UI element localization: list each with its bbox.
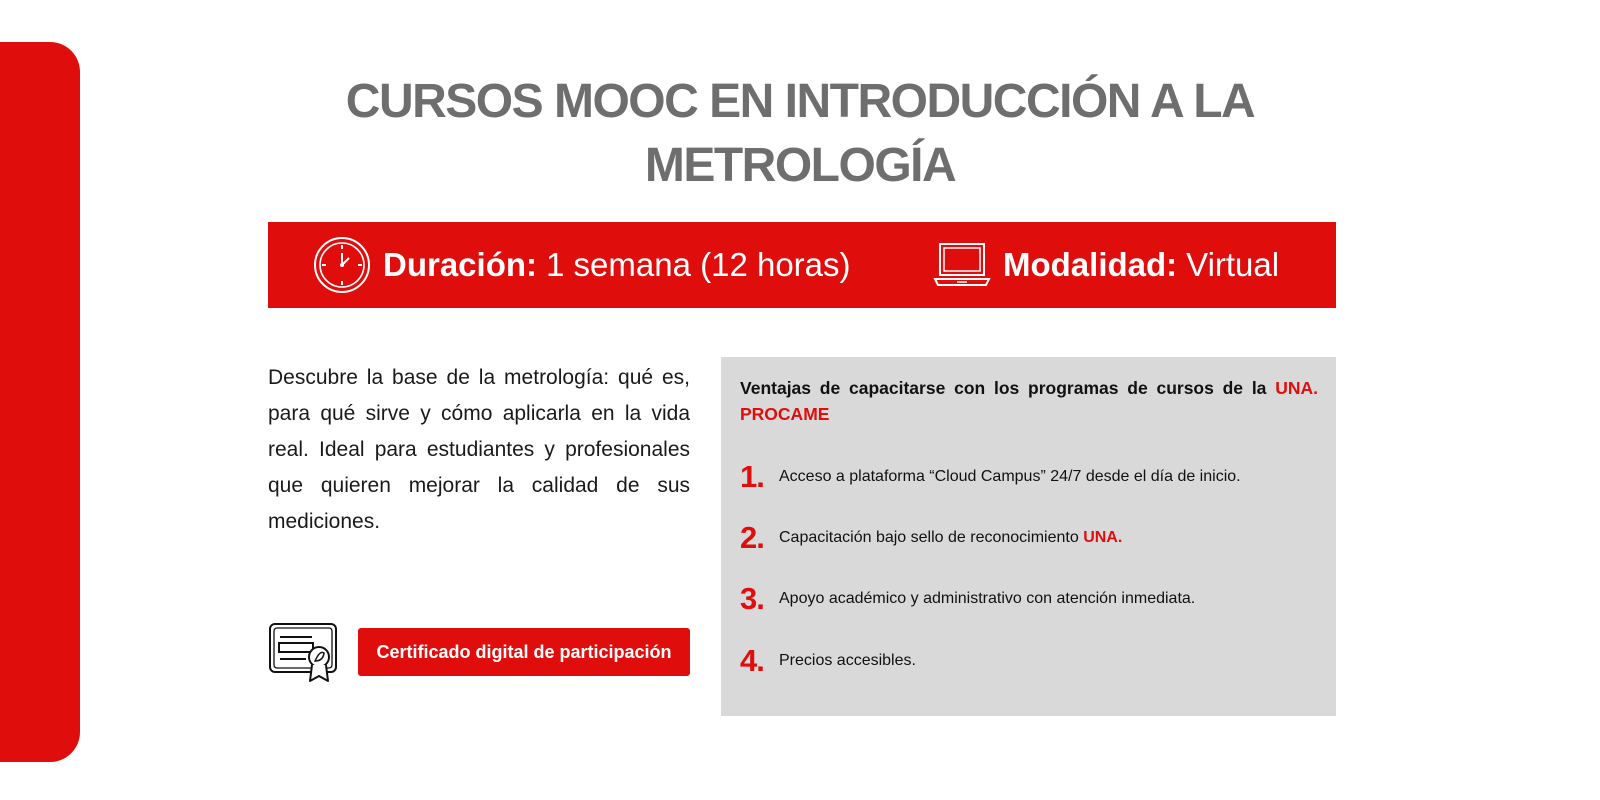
benefit-item bbox=[740, 518, 1122, 558]
benefit-text bbox=[779, 468, 1241, 486]
duration-info bbox=[313, 222, 851, 308]
course-info-band bbox=[268, 222, 1336, 308]
benefit-number: 4. bbox=[740, 643, 764, 678]
side-accent-bar bbox=[0, 42, 80, 762]
benefit-text-main: Apoyo académico y administrativo con atención inmediata. bbox=[779, 590, 1196, 607]
benefit-text-main: Capacitación bajo sello de reconocimiento bbox=[779, 529, 1079, 546]
modality-info bbox=[933, 222, 1279, 308]
title-line-1: CURSOS MOOC EN INTRODUCCIÓN A LA bbox=[345, 75, 1255, 128]
title-line-2: METROLOGÍA bbox=[644, 139, 956, 192]
benefit-number: 3. bbox=[740, 581, 764, 616]
benefit-item bbox=[740, 457, 1241, 497]
benefit-item bbox=[740, 579, 1195, 619]
benefit-number: 2. bbox=[740, 520, 764, 555]
benefit-text-main: Precios accesibles. bbox=[779, 652, 916, 669]
clock-icon bbox=[313, 236, 371, 294]
benefit-number: 1. bbox=[740, 459, 764, 494]
page-title bbox=[300, 70, 1300, 198]
benefits-heading-text: Ventajas de capacitarse con los programas de cursos de la bbox=[740, 378, 1267, 398]
benefit-text bbox=[779, 529, 1122, 547]
benefits-heading-highlight: UNA. PROCAME bbox=[740, 378, 1318, 424]
laptop-icon bbox=[933, 242, 991, 288]
duration-value: 1 semana (12 horas) bbox=[546, 246, 851, 283]
benefits-heading bbox=[740, 375, 1318, 427]
modality-value: Virtual bbox=[1186, 246, 1280, 283]
benefit-text-main: Acceso a plataforma “Cloud Campus” 24/7 desde el día de inicio. bbox=[779, 468, 1241, 485]
modality-label: Modalidad: bbox=[1003, 246, 1178, 283]
benefit-item bbox=[740, 641, 916, 681]
benefit-text-highlight: UNA. bbox=[1083, 529, 1123, 546]
certificate-icon bbox=[268, 622, 338, 684]
benefit-text bbox=[779, 652, 916, 670]
course-description: Descubre la base de la metrología: qué es, para qué sirve y cómo aplicarla en la vida real. Ideal para estudiantes y profesionales que quieren mejorar la calidad de sus mediciones. bbox=[268, 366, 690, 533]
duration-label: Duración: bbox=[383, 246, 538, 283]
benefits-panel bbox=[721, 357, 1336, 716]
benefit-text bbox=[779, 590, 1195, 608]
certificate-button[interactable]: Certificado digital de participación bbox=[358, 628, 690, 676]
